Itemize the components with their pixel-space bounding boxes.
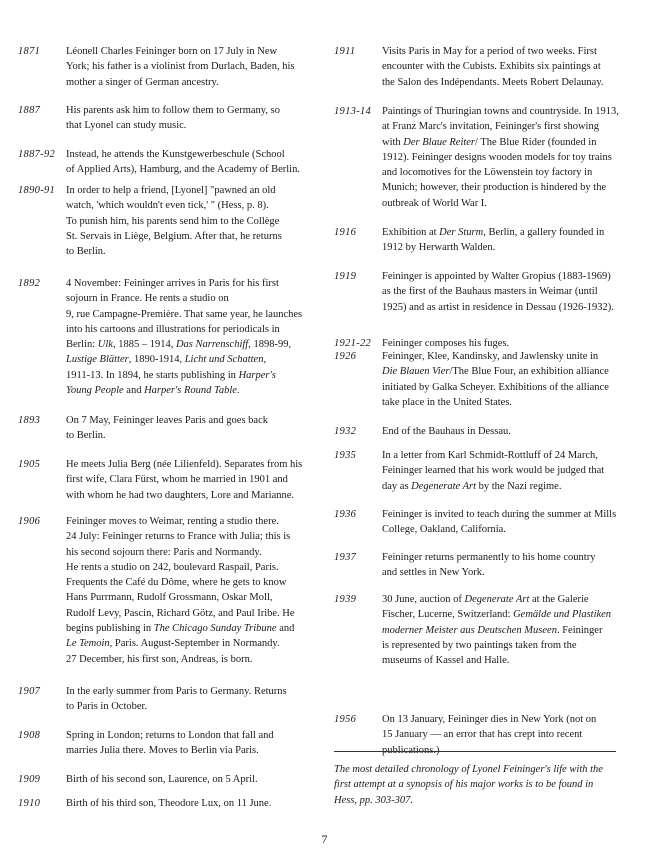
entry-line: Feininger learned that his work would be judged that: [382, 465, 605, 477]
entry-year: 1887-92: [18, 149, 56, 160]
entry-line: Birth of his second son, Laurence, on 5 April.: [66, 774, 258, 785]
entry-text: [66, 684, 314, 715]
entry-line: publications.): [382, 744, 440, 756]
chronology-entry: [18, 796, 314, 811]
entry-text: [382, 507, 630, 538]
entry-line: mother a singer of German ancestry.: [66, 76, 219, 88]
chronology-entry: [18, 147, 314, 178]
entry-year: 1871: [18, 46, 41, 57]
entry-line: and locomotives for the Löwenstein toy factory in: [382, 167, 593, 179]
footnote-line: Hess, pp. 303-307.: [334, 794, 414, 806]
entry-line: to Paris in October.: [66, 701, 148, 713]
entry-line: 9, rue Campagne-Première. That same year, he launches: [66, 308, 303, 320]
entry-line: begins publishing in The Chicago Sunday Tribune and: [66, 623, 295, 635]
entry-line: encounter with the Cubists. Exhibits six paintings at: [382, 61, 601, 73]
entry-line: first wife, Clara Fürst, whom he married in 1901 and: [66, 474, 288, 486]
entry-line: the Salon des Indépendants. Meets Robert Delaunay.: [382, 76, 604, 88]
entry-line: Spring in London; returns to London that fall and: [66, 730, 274, 741]
entry-line: and settles in New York.: [382, 567, 485, 579]
entry-year: 1911: [334, 46, 356, 57]
entry-text: [66, 796, 314, 811]
entry-text: [382, 269, 630, 315]
entry-year: 1926: [334, 351, 357, 362]
entry-year: 1906: [18, 516, 41, 527]
entry-text: [382, 448, 630, 494]
entry-line: into his cartoons and illustrations for periodicals in: [66, 323, 280, 335]
chronology-entry: [18, 44, 314, 90]
entry-line: On 7 May, Feininger leaves Paris and goes back: [66, 415, 268, 426]
chronology-entry: [334, 349, 630, 410]
entry-text: [382, 349, 630, 410]
entry-year: 1936: [334, 509, 357, 520]
entry-line: Paintings of Thuringian towns and countryside. In 1913,: [382, 106, 619, 117]
entry-line: 1911-13. In 1894, he starts publishing in Harper's: [66, 369, 276, 381]
entry-line: In a letter from Karl Schmidt-Rottluff of 24 March,: [382, 450, 598, 461]
entry-line: Lustige Blätter, 1890-1914, Licht und Schatten,: [66, 354, 267, 366]
entry-line: College, Oakland, California.: [382, 524, 506, 536]
entry-line: is represented by two paintings taken from the: [382, 639, 577, 651]
entry-year: 1935: [334, 450, 357, 461]
entry-line: 30 June, auction of Degenerate Art at the Galerie: [382, 594, 589, 605]
entry-line: He rents a studio on 242, boulevard Raspail, Paris.: [66, 561, 279, 573]
entry-line: day as Degenerate Art by the Nazi regime.: [382, 480, 562, 492]
entry-line: 15 January — an error that has crept into recent: [382, 729, 583, 741]
chronology-entry: [18, 103, 314, 134]
chronology-entry: [18, 772, 314, 787]
entry-line: Visits Paris in May for a period of two weeks. First: [382, 46, 597, 57]
entry-line: watch, 'which wouldn't even tick,' " (Hess, p. 8).: [66, 200, 269, 212]
entry-line: with Der Blaue Reiter/ The Blue Rider (founded in: [382, 136, 597, 148]
entry-year: 1919: [334, 271, 357, 282]
entry-line: 24 July: Feininger returns to France with Julia; this is: [66, 531, 291, 543]
entry-line: 1912). Feininger designs wooden models for toy trains: [382, 151, 612, 163]
chronology-entry: [18, 728, 314, 759]
chronology-entry: [18, 684, 314, 715]
entry-line: moderner Meister aus Deutschen Museen. Feininger: [382, 624, 603, 636]
chronology-entry: [334, 269, 630, 315]
entry-text: [382, 424, 630, 439]
chronology-entry: [334, 104, 630, 211]
entry-year: 1907: [18, 686, 41, 697]
entry-text: [66, 103, 314, 134]
entry-line: to Berlin.: [66, 430, 106, 442]
entry-year: 1939: [334, 594, 357, 605]
entry-line: Birth of his third son, Theodore Lux, on 11 June.: [66, 798, 272, 809]
entry-year: 1916: [334, 227, 357, 238]
entry-line: His parents ask him to follow them to Germany, so: [66, 105, 280, 116]
chronology-entry: [18, 457, 314, 503]
entry-line: End of the Bauhaus in Dessau.: [382, 426, 511, 437]
entry-year: 1956: [334, 714, 357, 725]
entry-text: [66, 514, 314, 667]
chronology-entry: [334, 550, 630, 581]
entry-text: [382, 225, 630, 256]
entry-line: To punish him, his parents send him to the Collège: [66, 215, 280, 227]
entry-line: of Applied Arts), Hamburg, and the Academy of Berlin.: [66, 164, 300, 176]
entry-year: 1932: [334, 426, 357, 437]
entry-line: In order to help a friend, [Lyonel] "pawned an old: [66, 185, 276, 196]
entry-text: [66, 728, 314, 759]
entry-line: Fischer, Lucerne, Switzerland: Gemälde und Plastiken: [382, 609, 612, 621]
entry-line: St. Servais in Liège, Belgium. After that, he returns: [66, 230, 282, 242]
entry-line: Berlin: Ulk, 1885 – 1914, Das Narrenschiff, 1898-99,: [66, 339, 292, 351]
entry-text: [382, 44, 630, 90]
entry-line: On 13 January, Feininger dies in New York (not on: [382, 714, 597, 725]
entry-text: [66, 772, 314, 787]
entry-line: Die Blauen Vier/The Blue Four, an exhibition alliance: [382, 366, 609, 378]
entry-year: 1921-22: [334, 338, 372, 349]
entry-line: as the first of the Bauhaus masters in Weimar (until: [382, 286, 598, 298]
entry-line: Feininger composes his fuges.: [382, 338, 510, 349]
entry-line: 4 November: Feininger arrives in Paris for his first: [66, 278, 279, 289]
entry-text: [382, 104, 630, 211]
entry-line: Frequents the Café du Dôme, where he gets to know: [66, 577, 287, 589]
entry-year: 1890-91: [18, 185, 56, 196]
chronology-entry: [334, 424, 630, 439]
entry-line: marries Julia there. Moves to Berlin via Paris.: [66, 745, 259, 757]
entry-line: with whom he had two daughters, Lore and Marianne.: [66, 489, 295, 501]
entry-line: to Berlin.: [66, 246, 106, 258]
entry-line: take place in the United States.: [382, 396, 513, 408]
entry-line: He meets Julia Berg (née Lilienfeld). Separates from his: [66, 459, 303, 470]
chronology-entry: [18, 183, 314, 259]
entry-line: 27 December, his first son, Andreas, is born.: [66, 653, 253, 665]
entry-line: Feininger returns permanently to his home country: [382, 552, 596, 563]
entry-line: his second sojourn there: Paris and Normandy.: [66, 546, 262, 558]
entry-year: 1893: [18, 415, 41, 426]
entry-year: 1908: [18, 730, 41, 741]
footnote: [334, 762, 626, 808]
footnote-divider: [334, 751, 616, 752]
entry-line: Le Temoin, Paris. August-September in Normandy.: [66, 638, 280, 650]
entry-line: that Lyonel can study music.: [66, 120, 187, 132]
entry-line: In the early summer from Paris to Germany. Returns: [66, 686, 287, 697]
entry-year: 1909: [18, 774, 41, 785]
entry-line: initiated by Galka Scheyer. Exhibitions of the alliance: [382, 381, 609, 393]
entry-line: Rudolf Levy, Pascin, Richard Götz, and Paul Iribe. He: [66, 607, 295, 619]
chronology-entry: [334, 225, 630, 256]
footnote-line: first attempt at a synopsis of his major works is to be found in: [334, 779, 594, 791]
entry-year: 1910: [18, 798, 41, 809]
entry-line: Munich; however, their production is hindered by the: [382, 182, 607, 194]
entry-line: Young People and Harper's Round Table.: [66, 385, 240, 397]
entry-line: Feininger is appointed by Walter Gropius (1883-1969): [382, 271, 611, 282]
entry-text: [382, 592, 630, 668]
entry-text: [66, 457, 314, 503]
chronology-entry: [334, 44, 630, 90]
entry-line: Exhibition at Der Sturm, Berlin, a gallery founded in: [382, 227, 605, 238]
entry-year: 1937: [334, 552, 357, 563]
entry-text: [66, 183, 314, 259]
entry-line: 1912 by Herwarth Walden.: [382, 242, 496, 254]
chronology-entry: [334, 507, 630, 538]
entry-text: [66, 413, 314, 444]
chronology-entry: [18, 413, 314, 444]
entry-line: outbreak of World War I.: [382, 197, 487, 209]
entry-line: sojourn in France. He rents a studio on: [66, 293, 229, 305]
entry-year: 1905: [18, 459, 41, 470]
entry-line: Léonell Charles Feininger born on 17 July in New: [66, 46, 278, 57]
entry-line: Feininger moves to Weimar, renting a studio there.: [66, 516, 279, 527]
page-number: 7: [321, 832, 328, 846]
entry-text: [66, 44, 314, 90]
entry-text: [66, 276, 314, 398]
chronology-entry: [334, 592, 630, 668]
chronology-entry: [334, 448, 630, 494]
entry-line: Feininger, Klee, Kandinsky, and Jawlensky unite in: [382, 351, 599, 362]
footnote-line: The most detailed chronology of Lyonel Feininger's life with the: [334, 764, 603, 775]
entry-text: [66, 147, 314, 178]
entry-line: York; his father is a violinist from Durlach, Baden, his: [66, 61, 295, 73]
entry-line: Hans Purrmann, Rudolf Grossmann, Oskar Moll,: [66, 592, 273, 604]
entry-year: 1892: [18, 278, 41, 289]
entry-line: Instead, he attends the Kunstgewerbeschule (School: [66, 149, 285, 160]
entry-line: museums of Kassel and Halle.: [382, 655, 510, 667]
entry-year: 1887: [18, 105, 41, 116]
entry-line: at Franz Marc's invitation, Feininger's first showing: [382, 121, 599, 133]
entry-line: 1925) and as artist in residence in Dessau (1926-1932).: [382, 301, 614, 313]
chronology-entry: [18, 276, 314, 398]
chronology-entry: [18, 514, 314, 667]
entry-year: 1913-14: [334, 106, 372, 117]
entry-text: [382, 550, 630, 581]
entry-line: Feininger is invited to teach during the summer at Mills: [382, 509, 617, 520]
